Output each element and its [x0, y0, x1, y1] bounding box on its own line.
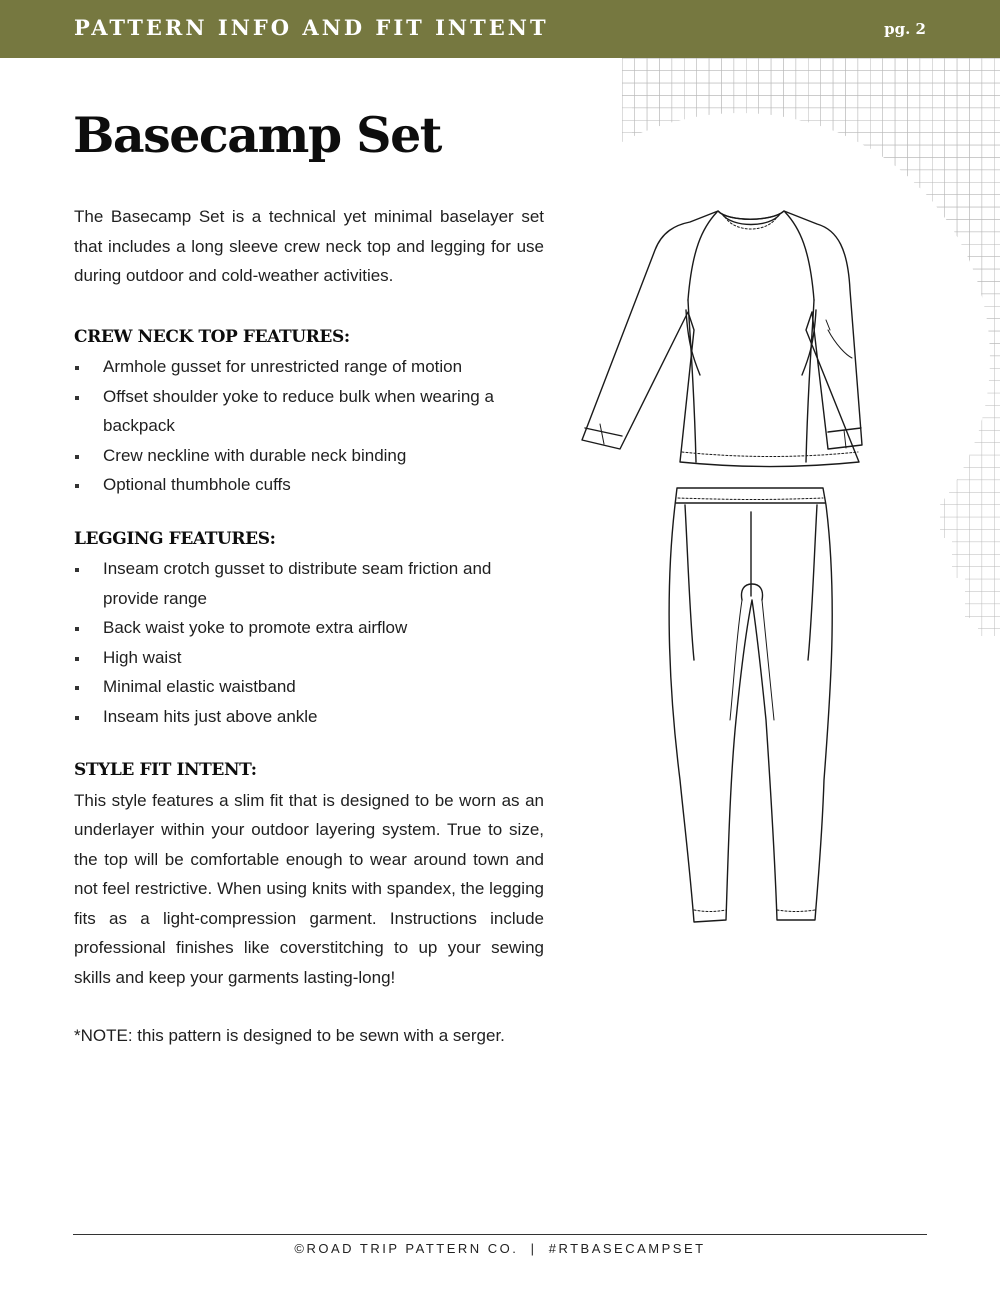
list-item: Inseam crotch gusset to distribute seam friction and provide range [74, 554, 544, 613]
crew-features-list [74, 352, 544, 500]
legging-illustration [669, 488, 832, 922]
list-item: High waist [74, 643, 544, 673]
crew-neck-top-illustration [582, 211, 862, 467]
serger-note: *NOTE: this pattern is designed to be sewn with a serger. [74, 1026, 505, 1045]
page-title: Basecamp Set [73, 106, 441, 164]
crew-features-heading: CREW NECK TOP FEATURES: [74, 326, 350, 347]
header-bar [0, 0, 1000, 58]
intro-paragraph: The Basecamp Set is a technical yet minimal baselayer set that includes a long sleeve crew neck top and legging for use during outdoor and cold-weather activities. [74, 207, 544, 285]
list-item: Inseam hits just above ankle [74, 702, 544, 732]
list-item: Minimal elastic waistband [74, 672, 544, 702]
list-item: Crew neckline with durable neck binding [74, 441, 544, 471]
content-column [74, 202, 544, 1051]
list-item: Back waist yoke to promote extra airflow [74, 613, 544, 643]
fit-intent-heading: STYLE FIT INTENT: [74, 760, 257, 780]
list-item: Armhole gusset for unrestricted range of motion [74, 352, 544, 382]
footer-credit: ©ROAD TRIP PATTERN CO. | #RTBASECAMPSET [294, 1241, 706, 1256]
list-item: Optional thumbhole cuffs [74, 470, 544, 500]
legging-features-heading: LEGGING FEATURES: [74, 528, 276, 549]
garment-flat-sketch [570, 200, 880, 940]
page-number: pg. 2 [884, 20, 926, 38]
legging-features-list [74, 554, 544, 731]
list-item: Offset shoulder yoke to reduce bulk when wearing a backpack [74, 382, 544, 441]
section-title: PATTERN INFO AND FIT INTENT [74, 15, 549, 40]
footer-divider [73, 1234, 927, 1235]
fit-intent-paragraph: This style features a slim fit that is designed to be worn as an underlayer within your outdoor layering system. True to size, the top will be comfortable enough to wear around town and not feel restrictive. When using knits with spandex, the legging fits as a light-compression garment. Instructions include professional finishes like coverstitching to up your sewing skills and keep your garments lasting-long! [74, 790, 544, 987]
